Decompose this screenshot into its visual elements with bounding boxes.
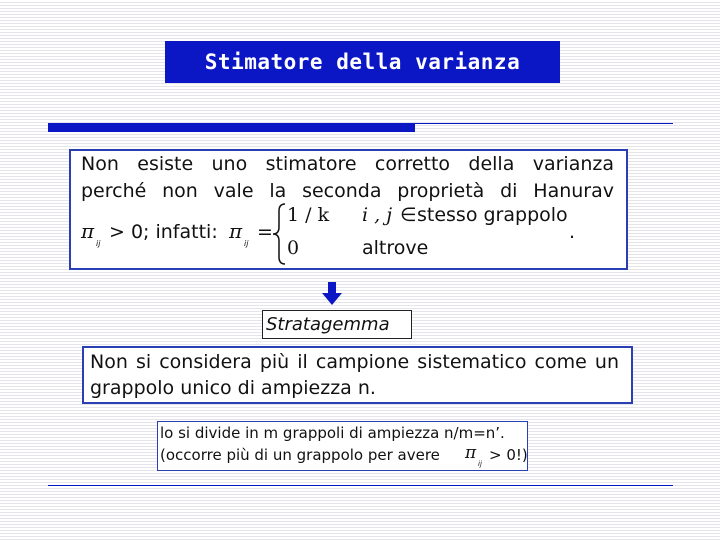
word: vale — [213, 180, 254, 202]
word: Non — [81, 153, 119, 175]
word: considera — [159, 351, 252, 373]
equals-sign: = — [257, 221, 273, 243]
pi-subscript: ij — [478, 460, 482, 468]
word: corretto — [374, 153, 451, 175]
formula-period: . — [569, 221, 576, 243]
pi-symbol: π — [81, 219, 95, 243]
bottom-rule — [48, 485, 673, 486]
pi-symbol: π — [465, 443, 477, 463]
pi-symbol: π — [229, 219, 243, 243]
word: stimatore — [265, 153, 357, 175]
word: Hanurav — [533, 180, 614, 202]
title-rule-thick — [48, 123, 415, 132]
word: sistematico — [417, 351, 527, 373]
word: più — [259, 351, 290, 373]
word: un — [594, 351, 619, 373]
word: non — [162, 180, 198, 202]
positivity-condition: > 0; infatti: — [109, 221, 218, 243]
word: proprietà — [397, 180, 485, 202]
pi-subscript: ij — [244, 239, 249, 248]
slide-title: Stimatore della varianza — [165, 41, 560, 83]
definition-box — [69, 149, 628, 270]
case-1-condition: stesso grappolo — [417, 204, 568, 226]
word: seconda — [302, 180, 382, 202]
stratagem-box — [82, 346, 633, 404]
left-brace-icon — [272, 203, 286, 265]
case-1-indices: i , j — [362, 204, 393, 226]
stratagem-label: Stratagemma — [262, 310, 412, 339]
word: si — [135, 351, 152, 373]
word: varianza — [532, 153, 614, 175]
note-line-2-condition: > 0!) — [489, 446, 528, 464]
word: Non — [90, 351, 128, 373]
down-arrow-icon — [322, 282, 342, 306]
stratagem-line-1 — [90, 351, 619, 373]
formula — [71, 151, 626, 268]
word: il — [297, 351, 308, 373]
word: di — [500, 180, 518, 202]
case-2-value: 0 — [287, 237, 300, 259]
note-line-1: lo si divide in m grappoli di ampiezza n/m=n’. — [160, 424, 505, 442]
note-line-2-text: (occorre più di un grappolo per avere — [160, 446, 440, 464]
case-1-value: 1 / k — [287, 204, 330, 226]
case-2-condition: altrove — [362, 237, 429, 259]
title-rule-thin — [415, 123, 673, 124]
word: della — [468, 153, 515, 175]
word: campione — [315, 351, 410, 373]
note-box — [157, 421, 528, 471]
stratagem-line-2: grappolo unico di ampiezza n. — [90, 377, 376, 399]
word: uno — [211, 153, 248, 175]
word: esiste — [137, 153, 194, 175]
word: perché — [81, 180, 147, 202]
element-of-symbol: ∈ — [400, 204, 417, 226]
pi-subscript: ij — [96, 239, 101, 248]
word: come — [534, 351, 587, 373]
word: la — [269, 180, 287, 202]
